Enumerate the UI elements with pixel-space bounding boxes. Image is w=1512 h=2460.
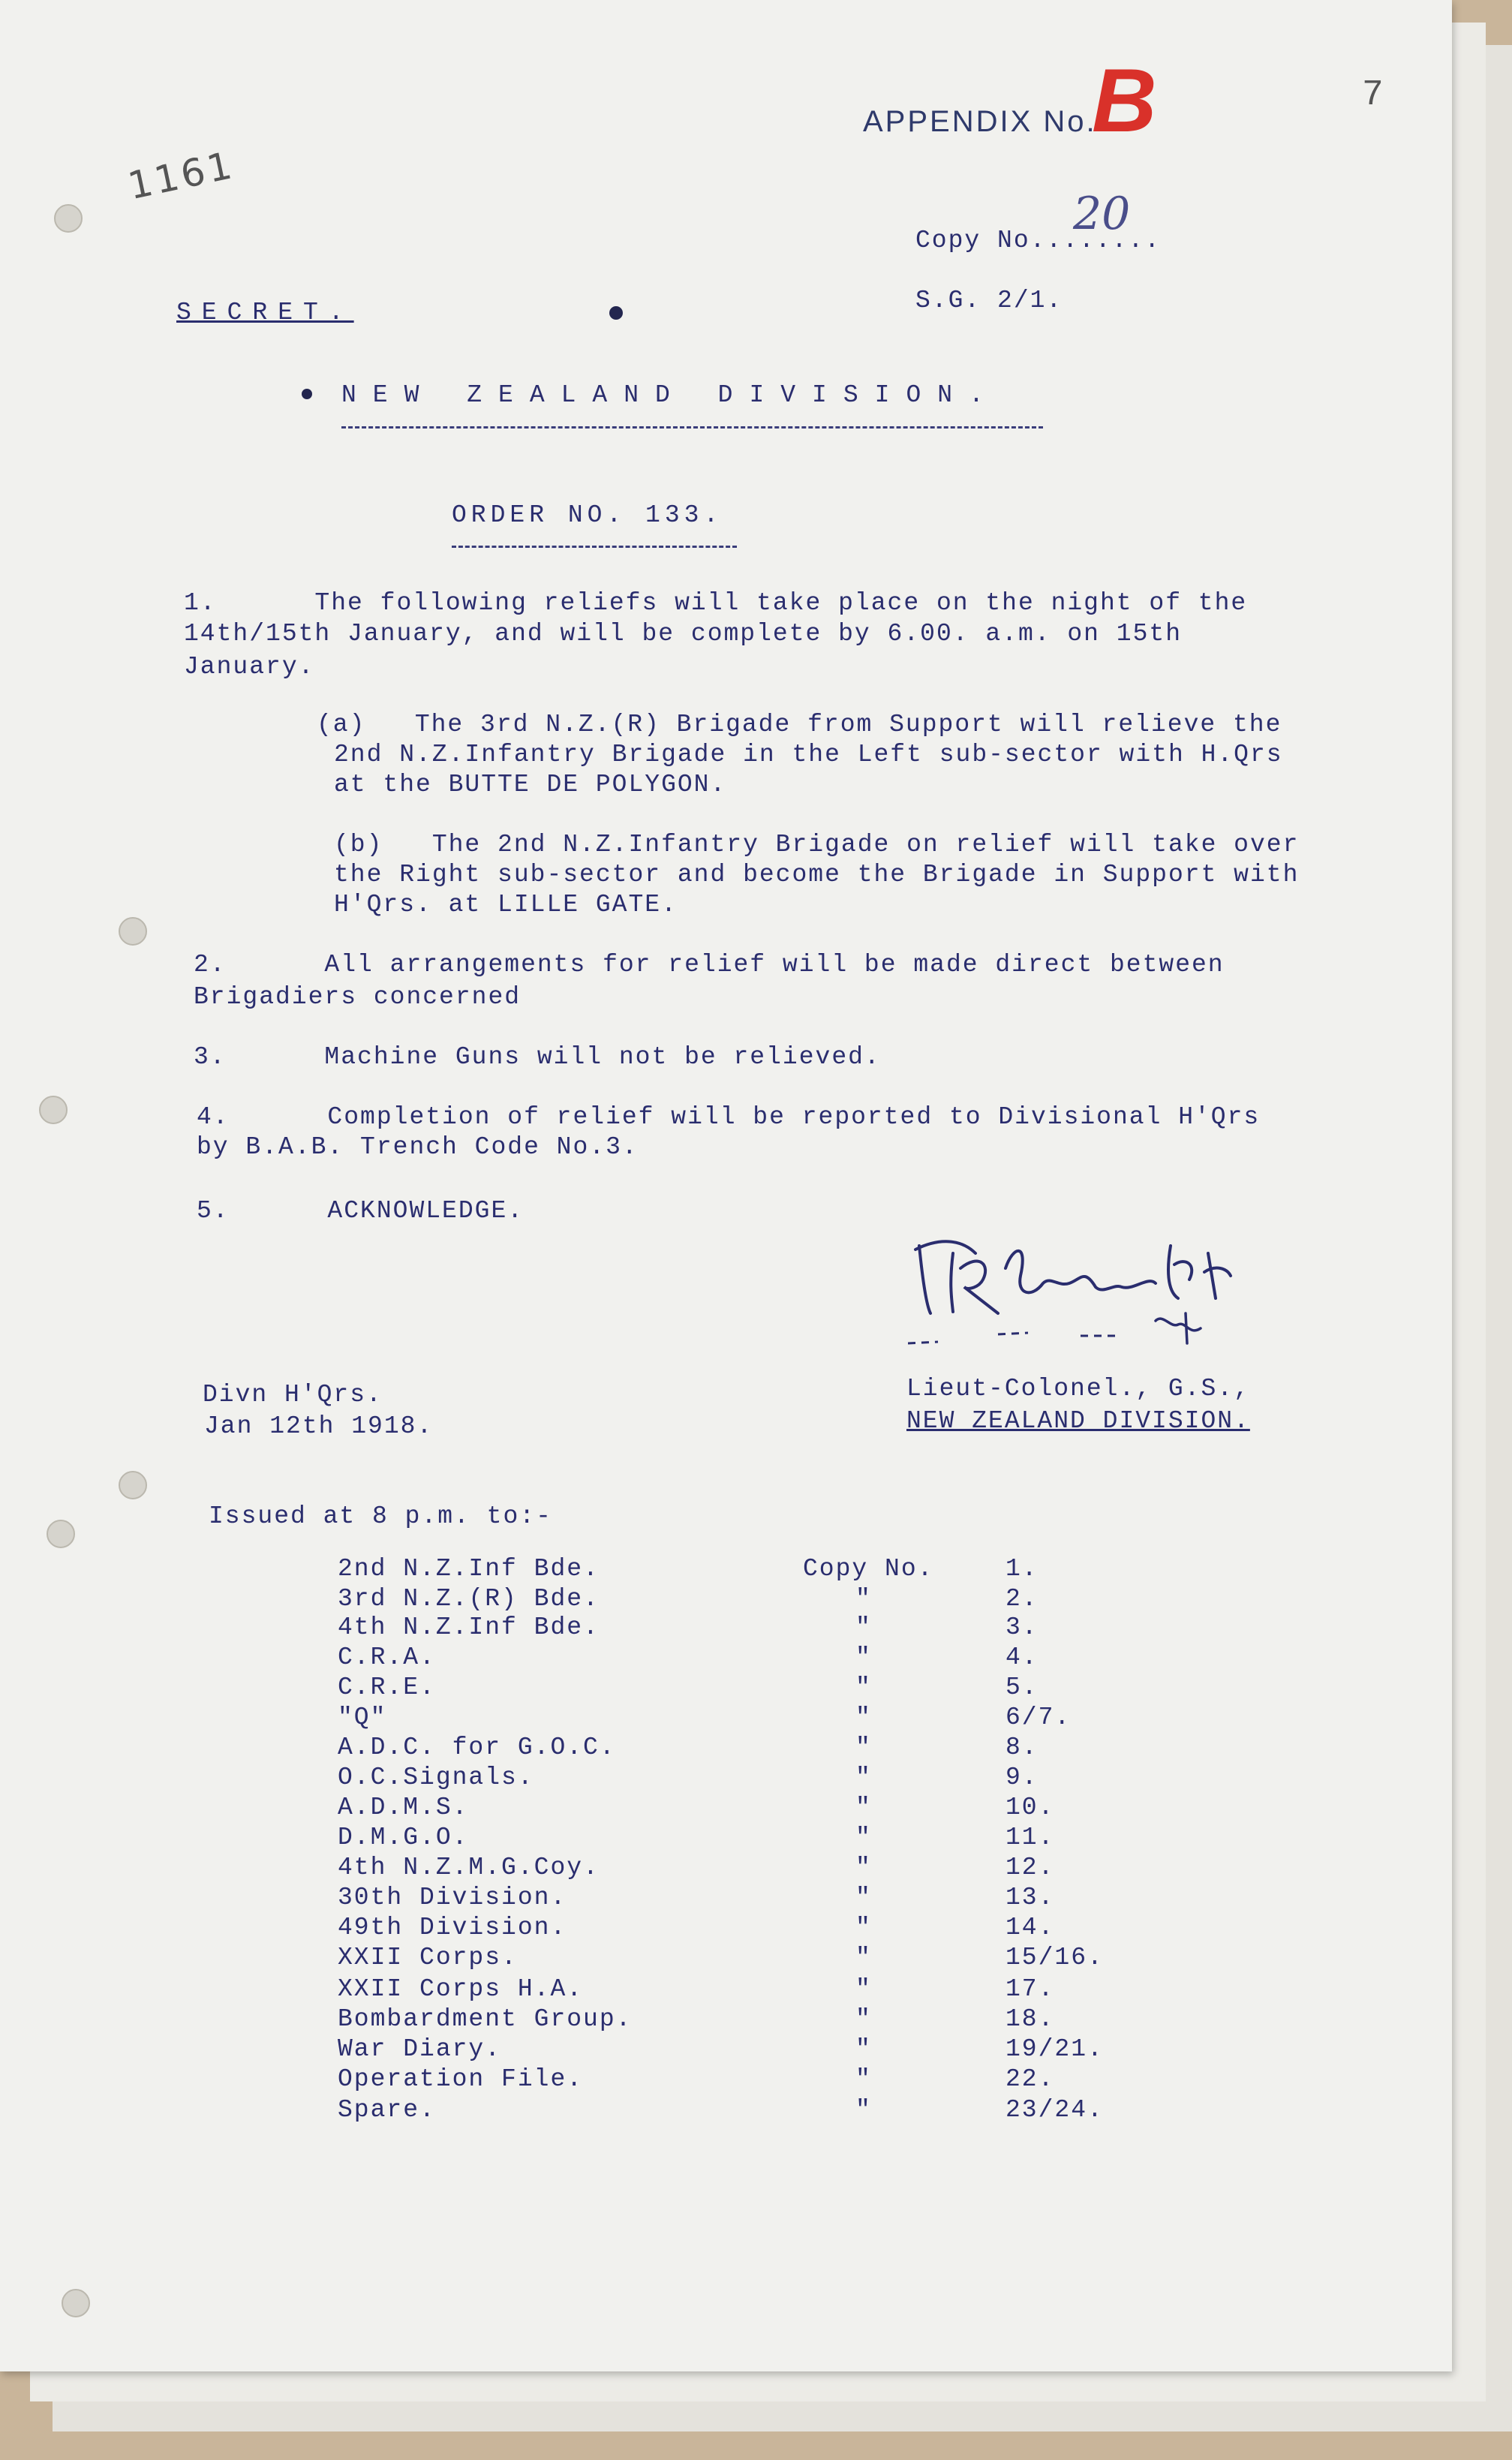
para-4-line-1: 4. Completion of relief will be reported to Divisional H'Qrs	[197, 1103, 1261, 1131]
list-item: A.D.C. for G.O.C. " 8.	[338, 1734, 1039, 1761]
para-1-line-1: 1. The following reliefs will take place on the night of the	[184, 589, 1248, 617]
pencil-number: 1161	[124, 143, 239, 209]
list-item: Bombardment Group. " 18.	[338, 2005, 1055, 2033]
list-item: Operation File. " 22.	[338, 2065, 1055, 2093]
para-b-line-1: (b) The 2nd N.Z.Infantry Brigade on relief will take over	[334, 831, 1300, 859]
page-number: 7	[1362, 75, 1385, 116]
list-item: D.M.G.O. " 11.	[338, 1824, 1055, 1851]
para-1-line-3: January.	[184, 653, 315, 681]
appendix-label: APPENDIX No.	[863, 105, 1097, 138]
list-item: XXII Corps. " 15/16.	[338, 1944, 1104, 1971]
punch-hole	[39, 1096, 68, 1124]
ink-dot	[609, 306, 623, 320]
issued-line: Issued at 8 p.m. to:-	[209, 1502, 552, 1530]
handwritten-signature	[908, 1223, 1298, 1388]
list-item: "Q" " 6/7.	[338, 1704, 1072, 1731]
hq-date: Jan 12th 1918.	[204, 1412, 434, 1440]
para-2-line-2: Brigadiers concerned	[194, 983, 522, 1011]
classification: SECRET.	[176, 299, 354, 326]
para-b-line-2: the Right sub-sector and become the Brigade in Support with	[334, 861, 1300, 889]
para-a-line-2: 2nd N.Z.Infantry Brigade in the Left sub-sector with H.Qrs	[334, 741, 1283, 768]
list-item: O.C.Signals. " 9.	[338, 1764, 1039, 1791]
list-item: 2nd N.Z.Inf Bde. Copy No. 1.	[338, 1555, 1039, 1583]
list-item: 49th Division. " 14.	[338, 1914, 1055, 1941]
punch-hole	[47, 1520, 75, 1548]
list-item: 30th Division. " 13.	[338, 1884, 1055, 1911]
division-title: NEW ZEALAND DIVISION.	[341, 381, 1000, 409]
appendix-letter: B	[1092, 50, 1157, 151]
punch-hole	[54, 204, 83, 233]
para-2-line-1: 2. All arrangements for relief will be made direct between	[194, 951, 1225, 979]
list-item: War Diary. " 19/21.	[338, 2035, 1104, 2063]
list-item: 4th N.Z.Inf Bde. " 3.	[338, 1613, 1039, 1641]
list-item: C.R.A. " 4.	[338, 1644, 1039, 1671]
para-5: 5. ACKNOWLEDGE.	[197, 1197, 525, 1225]
order-underline	[452, 546, 737, 548]
para-3: 3. Machine Guns will not be relieved.	[194, 1043, 881, 1071]
punch-hole	[62, 2289, 90, 2317]
ink-dot	[302, 389, 312, 399]
punch-hole	[119, 917, 147, 946]
list-item: A.D.M.S. " 10.	[338, 1794, 1055, 1821]
signer-rank: Lieut-Colonel., G.S.,	[906, 1375, 1250, 1403]
para-1-line-2: 14th/15th January, and will be complete by 6.00. a.m. on 15th	[184, 620, 1182, 648]
para-a-line-3: at the BUTTE DE POLYGON.	[334, 771, 727, 798]
copy-handwritten: 20	[1073, 188, 1131, 240]
punch-hole	[119, 1471, 147, 1499]
signer-division: NEW ZEALAND DIVISION.	[906, 1407, 1250, 1435]
list-item: 4th N.Z.M.G.Coy. " 12.	[338, 1854, 1055, 1881]
para-4-line-2: by B.A.B. Trench Code No.3.	[197, 1133, 639, 1161]
order-title: ORDER NO. 133.	[452, 501, 723, 529]
list-item: C.R.E. " 5.	[338, 1674, 1039, 1701]
para-b-line-3: H'Qrs. at LILLE GATE.	[334, 891, 678, 919]
reference-number: S.G. 2/1.	[915, 287, 1063, 314]
hq-line-1: Divn H'Qrs.	[203, 1381, 383, 1409]
list-item: 3rd N.Z.(R) Bde. " 2.	[338, 1585, 1039, 1613]
para-a-line-1: (a) The 3rd N.Z.(R) Brigade from Support will relieve the	[317, 711, 1282, 738]
list-item: XXII Corps H.A. " 17.	[338, 1975, 1055, 2003]
copy-label: Copy No........	[915, 227, 1162, 254]
division-underline	[341, 426, 1043, 429]
list-item: Spare. " 23/24.	[338, 2096, 1104, 2124]
